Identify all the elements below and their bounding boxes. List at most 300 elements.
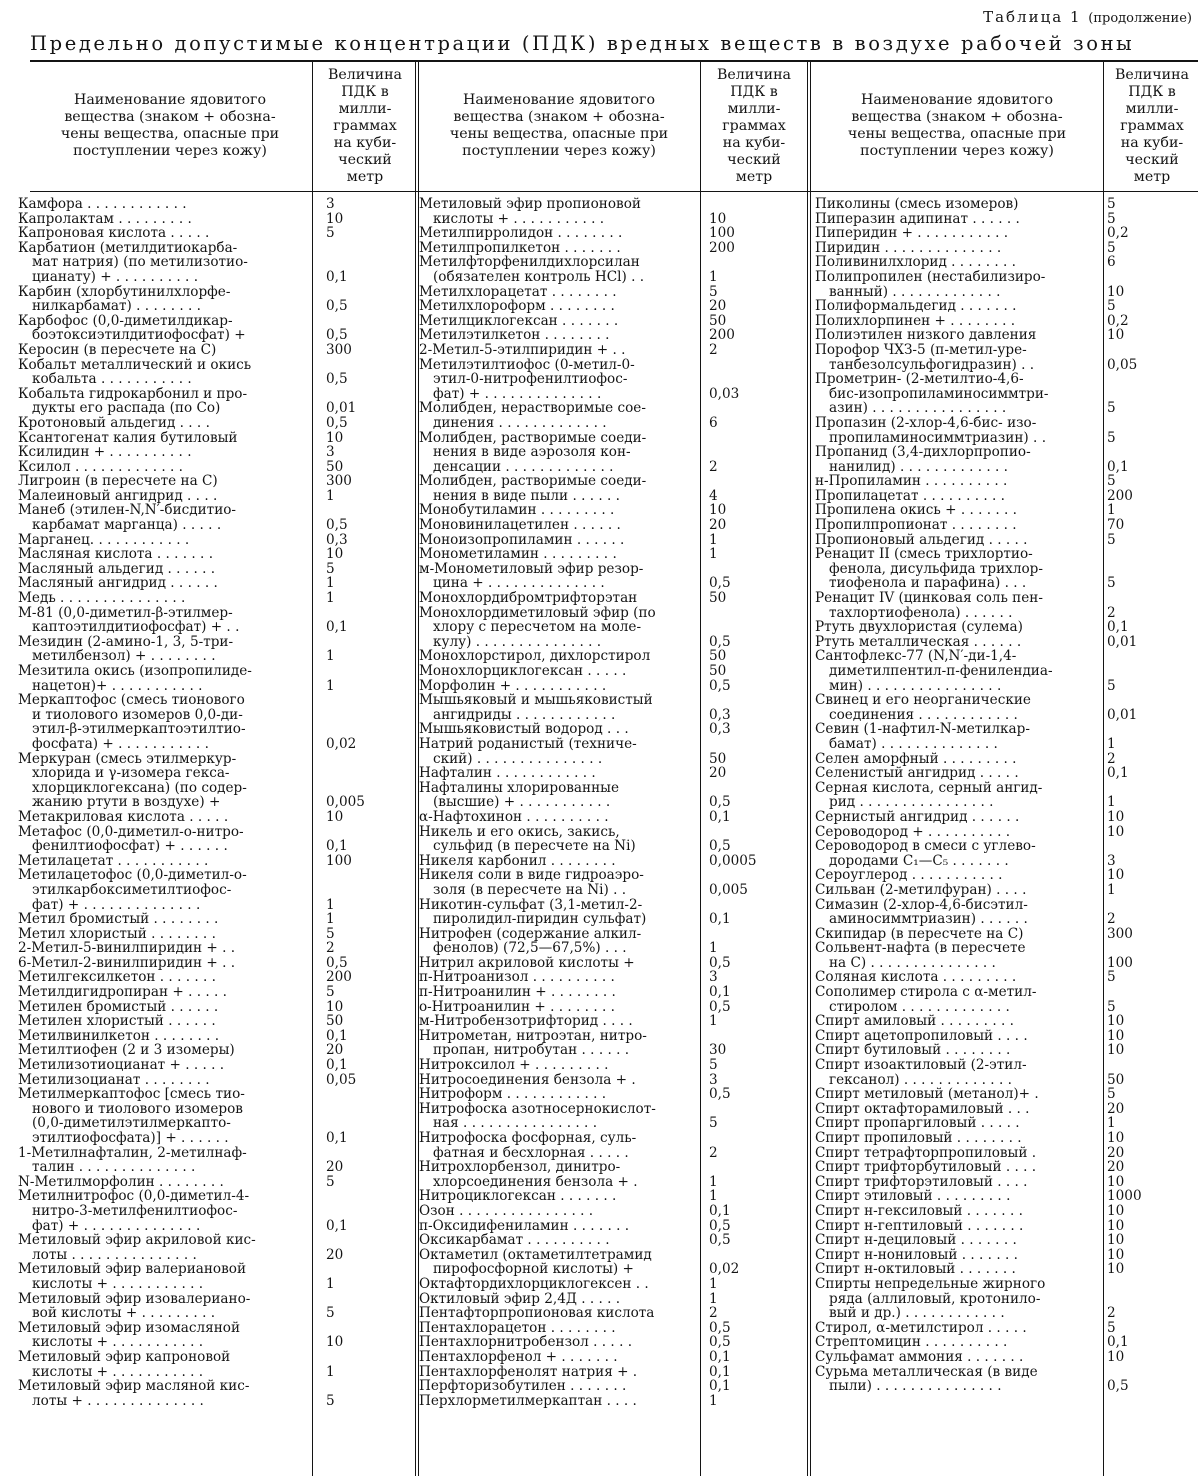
pdk-value: 1 [1107,1115,1116,1132]
substance-name [419,1292,687,1307]
pdk-value: 1 [709,546,718,563]
substance-name [18,970,296,985]
header-name-text: Наименование ядовитого вещества (знаком + обозна- чены вещества, опасные при поступлении через кожу) [847,92,1067,159]
substance-name-line: и тиолового изомеров 0,0-ди- [32,706,243,723]
substance-name [419,518,687,533]
pdk-value: 2 [709,458,718,475]
substance-name [419,314,687,329]
pdk-value: 0,0005 [709,852,757,869]
table-row [18,445,396,460]
substance-name [419,606,687,650]
table-row [18,285,396,314]
pdk-value: 10 [1107,1013,1125,1030]
table-row [419,679,805,694]
substance-name [18,241,296,285]
table-row [18,431,396,446]
substance-name [815,941,1091,970]
table-row [18,1073,396,1088]
substance-name-line: Прометрин- (2-метилтио-4,6- [815,371,1024,388]
pdk-value: 0,1 [326,619,348,636]
substance-name-line: нения в виде аэрозоля кон- [433,444,631,461]
substance-name-line: Метилацетофос (0,0-диметил-о- [18,867,247,884]
substance-name [419,1306,687,1321]
table-row [815,649,1198,693]
pdk-value: 0,2 [1107,225,1129,242]
substance-name-line: 2-Метил-5-этилпиридин + . . [419,341,626,358]
table-row [18,1350,396,1379]
table-row [815,416,1198,445]
table-row [815,533,1198,548]
substance-name [419,1379,687,1394]
pdk-value: 1 [709,1173,718,1190]
table-row [815,1029,1198,1044]
table-row [18,547,396,562]
table-row [419,1102,805,1131]
pdk-value: 30 [709,1042,727,1059]
table-row [419,1233,805,1248]
pdk-value: 0,005 [326,794,365,811]
substance-name-line: Монометиламин . . . . . . . . . [419,546,617,563]
pdk-value: 5 [326,1392,335,1409]
pdk-value: 10 [709,502,727,519]
table-row [419,649,805,664]
table-row [815,693,1198,722]
pdk-value: 0,1 [709,911,731,928]
substance-name-line: Сероводород + . . . . . . . . . . [815,823,1011,840]
table-row [419,956,805,971]
substance-name-line: денсации . . . . . . . . . . . . . [433,458,614,475]
pdk-value: 1 [709,1392,718,1409]
pdk-value: 1 [326,590,335,607]
header-rule [30,191,1198,192]
substance-name [18,927,296,942]
substance-name [815,766,1091,781]
substance-name-line: Нитрил акриловой кислоты + [419,954,635,971]
substance-name-line: вой кислоты + . . . . . . . . . [32,1305,216,1322]
substance-name-line: Метилвинилкетон . . . . . . . . [18,1027,220,1044]
substance-name-line: Метилхлорацетат . . . . . . . . [419,283,617,300]
pdk-value: 10 [326,429,344,446]
substance-name-line: сульфид (в пересчете на Ni) [433,838,636,855]
table-row [815,372,1198,416]
substance-name [18,1014,296,1029]
pdk-value: 50 [709,590,727,607]
substance-name-line: Пиколины (смесь изомеров) [815,196,1019,212]
table-row [18,591,396,606]
table-row [18,970,396,985]
table-row [419,1160,805,1189]
substance-name [815,591,1091,620]
substance-name [18,1175,296,1190]
table-row [419,241,805,256]
substance-name-line: кислоты + . . . . . . . . . . . [32,1363,204,1380]
pdk-value: 0,1 [326,1130,348,1146]
substance-name [419,1087,687,1102]
pdk-value: 3 [326,444,335,461]
pdk-value: 0,5 [709,1232,731,1249]
pdk-value: 0,5 [326,414,348,431]
substance-name-line: Сольвент-нафта (в пересчете [815,940,1026,957]
column-divider [807,62,808,1476]
substance-name [18,1379,296,1408]
substance-name [18,591,296,606]
table-number: Таблица 1 [983,8,1082,26]
substance-name-line: Сополимер стирола с α-метил- [815,984,1037,1001]
substance-name [815,693,1091,722]
column-divider [415,62,416,1476]
pdk-value: 0,5 [326,954,348,971]
substance-name [18,197,296,212]
pdk-value: 0,5 [709,633,731,650]
table-label [983,8,1192,26]
table-row [419,1306,805,1321]
table-row [815,985,1198,1014]
table-row [419,1087,805,1102]
pdk-value: 1 [709,1013,718,1030]
table-row [18,912,396,927]
table-row [419,358,805,402]
substance-name [18,985,296,1000]
table-row [815,1277,1198,1321]
pdk-value: 20 [709,765,727,782]
substance-name-line: Перфторизобутилен . . . . . . . [419,1378,627,1395]
substance-name [815,620,1091,635]
table-row [419,1248,805,1277]
pdk-value: 0,05 [326,1071,357,1088]
substance-name-line: Сероводород в смеси с углево- [815,838,1036,855]
substance-name-line: фат) + . . . . . . . . . . . . . . [433,385,602,402]
pdk-value: 20 [709,517,727,534]
substance-name-line: Керосин (в пересчете на С) [18,341,217,358]
header-value-text: Величина ПДК в милли- граммах на куби- ческий метр [1114,66,1190,185]
table-row [815,722,1198,751]
substance-name-line: Метилнитрофос (0,0-диметил-4- [18,1188,250,1205]
pdk-value: 0,5 [709,1334,731,1351]
pdk-value: 6 [1107,254,1116,271]
table-row [419,1350,805,1365]
substance-name-line: Соляная кислота . . . . . . . . . [815,969,1017,986]
pdk-value: 3 [709,969,718,986]
table-row [815,591,1198,620]
substance-name-line: Спирт трифторэтиловый . . . . [815,1173,1028,1190]
table-row [419,927,805,956]
table-row [18,576,396,591]
substance-name-line: азин) . . . . . . . . . . . . . . . . [829,400,1007,417]
pdk-value: 2 [1107,911,1116,928]
substance-name-line: бамат) . . . . . . . . . . . . . . [829,735,998,752]
pdk-value: 0,1 [326,1057,348,1074]
pdk-value: 1 [326,1363,335,1380]
substance-name [419,591,687,606]
substance-name-line: Полиэтилен низкого давления [815,327,1037,344]
substance-name-line: Пропионовый альдегид . . . . . [815,531,1028,548]
table-row [419,1131,805,1160]
table-row [18,1146,396,1175]
pdk-value: 10 [1107,327,1125,344]
substance-name-line: лоты . . . . . . . . . . . . . . . [32,1246,197,1263]
pdk-value: 2 [709,341,718,358]
table-row [419,562,805,591]
table-row [815,1335,1198,1350]
substance-name [419,679,687,694]
table-row [815,212,1198,227]
table-row [815,547,1198,591]
table-row [815,445,1198,474]
substance-name-line: каптоэтилдитиофосфат) + . . [32,619,240,636]
pdk-value: 5 [1107,298,1116,315]
pdk-value: 10 [1107,283,1125,300]
substance-name [815,255,1091,270]
substance-name-line: Метил хлористый . . . . . . . . [18,925,216,942]
substance-name-line: Перхлорметилмеркаптан . . . . [419,1392,637,1409]
pdk-value: 0,1 [326,1027,348,1044]
substance-name-line: тиофенола и парафина) . . . [829,575,1027,592]
substance-name [815,985,1091,1014]
pdk-value: 0,3 [709,721,731,738]
pdk-value: 5 [1107,210,1116,227]
substance-name [419,533,687,548]
substance-name-line: Метиловый эфир пропионовой [419,196,641,212]
table-row [419,1335,805,1350]
substance-name [815,722,1091,751]
pdk-value: 0,5 [709,794,731,811]
pdk-value: 5 [1107,239,1116,256]
substance-name-line: дукты его распада (по Со) [32,400,221,417]
substance-name-line: Метафос (0,0-диметил-о-нитро- [18,823,244,840]
pdk-value: 1 [326,648,335,665]
substance-name [815,343,1091,372]
substance-name [815,212,1091,227]
substance-name [419,358,687,402]
pdk-value: 0,1 [709,984,731,1001]
table-row [18,941,396,956]
pdk-value: 5 [326,925,335,942]
substance-name [419,474,687,503]
substance-name [419,1014,687,1029]
substance-name [18,1087,296,1145]
substance-name [419,503,687,518]
pdk-value: 1 [709,531,718,548]
substance-name-line: Спирт ацетопропиловый . . . . [815,1027,1028,1044]
substance-name [815,1160,1091,1175]
table-row [18,1014,396,1029]
substance-name-line: этил-β-этилмеркаптоэтилтио- [32,721,246,738]
table-row [18,474,396,489]
table-row [419,1000,805,1015]
substance-name [815,825,1091,840]
table-row [815,1365,1198,1394]
substance-name [815,1146,1091,1161]
substance-name [18,547,296,562]
substance-name [419,547,687,562]
table-row [815,1175,1198,1190]
table-row [18,1043,396,1058]
pdk-value: 5 [1107,531,1116,548]
table-row [419,401,805,430]
substance-name [815,489,1091,504]
substance-name [815,533,1091,548]
substance-name [419,956,687,971]
pdk-value: 0,1 [709,808,731,825]
table-row [419,898,805,927]
substance-name [419,1248,687,1277]
pdk-value: 1 [326,677,335,694]
substance-name-line: Метиловый эфир изомасляной [18,1319,241,1336]
table-row [815,941,1198,970]
substance-name [18,358,296,387]
table-row [815,620,1198,635]
substance-name-line: Серная кислота, серный ангид- [815,779,1043,796]
substance-name [18,460,296,475]
table-row [419,314,805,329]
substance-name-line: Нитрофоска азотносернокислот- [419,1100,656,1117]
substance-name-line: Метилизоцианат . . . . . . . . [18,1071,210,1088]
substance-name-line: Метилэтилкетон . . . . . . . . [419,327,610,344]
substance-name [419,868,687,897]
substance-name [18,533,296,548]
substance-name-line: Ртуть двухлористая (сулема) [815,619,1023,636]
substance-name-line: Пропилпропионат . . . . . . . . [815,517,1017,534]
substance-name [815,1365,1091,1394]
pdk-value: 300 [326,473,352,490]
pdk-value: 100 [1107,954,1133,971]
substance-name [18,387,296,416]
substance-name-line: Спирт пропаргиловый . . . . . [815,1115,1020,1132]
table-row [18,358,396,387]
substance-name [419,693,687,722]
table-row [815,1262,1198,1277]
substance-name [815,445,1091,474]
table-row [18,562,396,577]
pdk-value: 0,1 [709,1348,731,1365]
substance-name-line: 1-Метилнафталин, 2-метилнаф- [18,1144,247,1161]
table-row [18,854,396,869]
substance-name-line: Лигроин (в пересчете на С) [18,473,218,490]
table-row [419,255,805,284]
substance-name [419,927,687,956]
pdk-value: 0,5 [709,838,731,855]
header-name-text: Наименование ядовитого вещества (знаком + обозна- чены вещества, опасные при поступлении через кожу) [449,92,669,159]
pdk-value: 0,05 [1107,356,1138,373]
substance-name [815,1175,1091,1190]
pdk-value: 5 [1107,969,1116,986]
substance-name-line: Камфора . . . . . . . . . . . . [18,196,187,212]
pdk-value: 50 [709,750,727,767]
table-column-2 [419,197,805,1408]
substance-name [815,1248,1091,1263]
substance-name [815,416,1091,445]
pdk-value: 1 [326,911,335,928]
table-row [419,1058,805,1073]
table-row [419,1073,805,1088]
substance-name-line: фатная и бесхлорная . . . . . [433,1144,629,1161]
table-row [419,1394,805,1409]
table-row [419,825,805,854]
substance-name [18,226,296,241]
substance-name-line: нового и тиолового изомеров [32,1100,243,1117]
substance-name-line: Метилциклогексан . . . . . . . [419,312,619,329]
substance-name [815,649,1091,693]
substance-name-line: Озон . . . . . . . . . . . . . . . . [419,1202,594,1219]
substance-name-line: на С) . . . . . . . . . . . . . . . [829,954,996,971]
substance-name-line: Карбатион (метилдитиокарба- [18,239,238,256]
substance-name [815,1116,1091,1131]
pdk-value: 10 [709,210,727,227]
substance-name-line: Метилизотиоцианат + . . . . . [18,1057,225,1074]
substance-name-line: Кобальта гидрокарбонил и про- [18,385,248,402]
substance-name-line: Метилпирролидон . . . . . . . . [419,225,623,242]
substance-name-line: Оксикарбамат . . . . . . . . . . [419,1232,610,1249]
substance-name-line: 2-Метил-5-винилпиридин + . . [18,940,236,957]
table-row [419,985,805,1000]
pdk-value: 0,02 [326,735,357,752]
substance-name-line: гексанол) . . . . . . . . . . . . . [829,1071,1012,1088]
pdk-value: 10 [1107,1027,1125,1044]
header-name-2 [420,62,698,190]
substance-name [815,1131,1091,1146]
substance-name-line: Меркуран (смесь этилмеркур- [18,750,237,767]
table-row [815,328,1198,343]
pdk-value: 0,5 [1107,1378,1129,1395]
substance-name-line: (высшие) + . . . . . . . . . . . [433,794,611,811]
substance-name-line: Марганец. . . . . . . . . . . . [18,531,190,548]
pdk-value: 2 [709,1144,718,1161]
pdk-value: 1 [326,1275,335,1292]
table-row [419,766,805,781]
substance-name-line: (0,0-диметилэтилмеркапто- [32,1115,231,1132]
table-row [18,1058,396,1073]
pdk-value: 10 [1107,808,1125,825]
table-row [815,810,1198,825]
substance-name [815,898,1091,927]
substance-name-line: Спирт метиловый (метанол)+ . [815,1086,1039,1103]
substance-name [419,226,687,241]
substance-name-line: аминосиммтриазин) . . . . . . [829,911,1028,928]
pdk-value: 5 [1107,1086,1116,1103]
pdk-value: 10 [326,1334,344,1351]
substance-name [815,1102,1091,1117]
substance-name [419,825,687,854]
substance-name-line: Симазин (2-хлор-4,6-бисэтил- [815,896,1028,913]
table-row [815,1248,1198,1263]
substance-name [815,1321,1091,1336]
table-row [419,533,805,548]
table-row [815,1131,1198,1146]
substance-name-line: Никеля соли в виде гидроаэро- [419,867,644,884]
substance-name-line: Октафтордихлорциклогексен . . [419,1275,649,1292]
substance-name [815,927,1091,942]
header-value-2 [702,62,806,190]
substance-name [18,1189,296,1233]
substance-name-line: тахлортиофенола) . . . . . . [829,604,1013,621]
table-row [815,868,1198,883]
substance-name [419,1102,687,1131]
pdk-value: 200 [709,327,735,344]
substance-name [419,649,687,664]
pdk-value: 70 [1107,517,1125,534]
substance-name-line: Спирт этиловый . . . . . . . . . [815,1188,1011,1205]
substance-name-line: пиролидил-пиридин сульфат) [433,911,647,928]
table-row [18,606,396,635]
substance-name [18,1350,296,1379]
pdk-value: 5 [326,225,335,242]
substance-name-line: Метилен хлористый . . . . . . [18,1013,216,1030]
table-row [419,1219,805,1234]
substance-name-line: кислоты + . . . . . . . . . . . [32,1334,204,1351]
substance-name [815,372,1091,416]
pdk-value: 0,1 [1107,1334,1129,1351]
table-row [419,1321,805,1336]
